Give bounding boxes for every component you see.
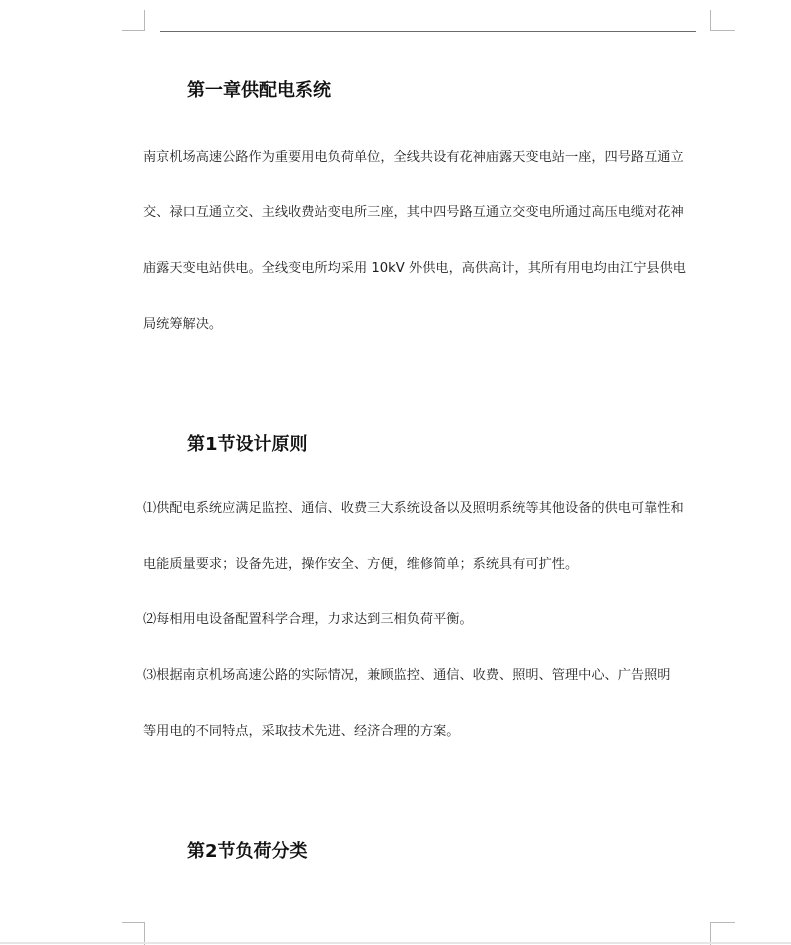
- section-2-title: 第2节负荷分类: [187, 841, 308, 862]
- chapter-title: 第一章供配电系统: [187, 80, 331, 101]
- crop-mark-top-left: [122, 10, 145, 31]
- section-1-line: ⑴供配电系统应满足监控、通信、收费三大系统设备以及照明系统等其他设备的供电可靠性和: [143, 501, 684, 516]
- section-1-line: ⑶根据南京机场高速公路的实际情况，兼顾监控、通信、收费、照明、管理中心、广告照明: [143, 668, 671, 683]
- section-1-line: 电能质量要求；设备先进，操作安全、方便，维修简单；系统具有可扩性。: [143, 557, 579, 572]
- header-rule: [160, 31, 696, 32]
- crop-mark-top-right: [710, 10, 735, 31]
- chapter-paragraph-line: 南京机场高速公路作为重要用电负荷单位，全线共设有花神庙露天变电站一座，四号路互通立: [143, 150, 684, 165]
- chapter-paragraph-line: 交、禄口互通立交、主线收费站变电所三座，其中四号路互通立交变电所通过高压电缆对花神: [143, 205, 684, 220]
- section-1-title: 第1节设计原则: [187, 434, 308, 455]
- chapter-paragraph-line: 局统筹解决。: [143, 317, 223, 332]
- chapter-paragraph-line: 庙露天变电站供电。全线变电所均采用 10kV 外供电，高供高计，其所有用电均由江宁县供电: [143, 261, 686, 276]
- section-1-line: 等用电的不同特点，采取技术先进、经济合理的方案。: [143, 724, 460, 739]
- section-1-line: ⑵每相用电设备配置科学合理，力求达到三相负荷平衡。: [143, 612, 473, 627]
